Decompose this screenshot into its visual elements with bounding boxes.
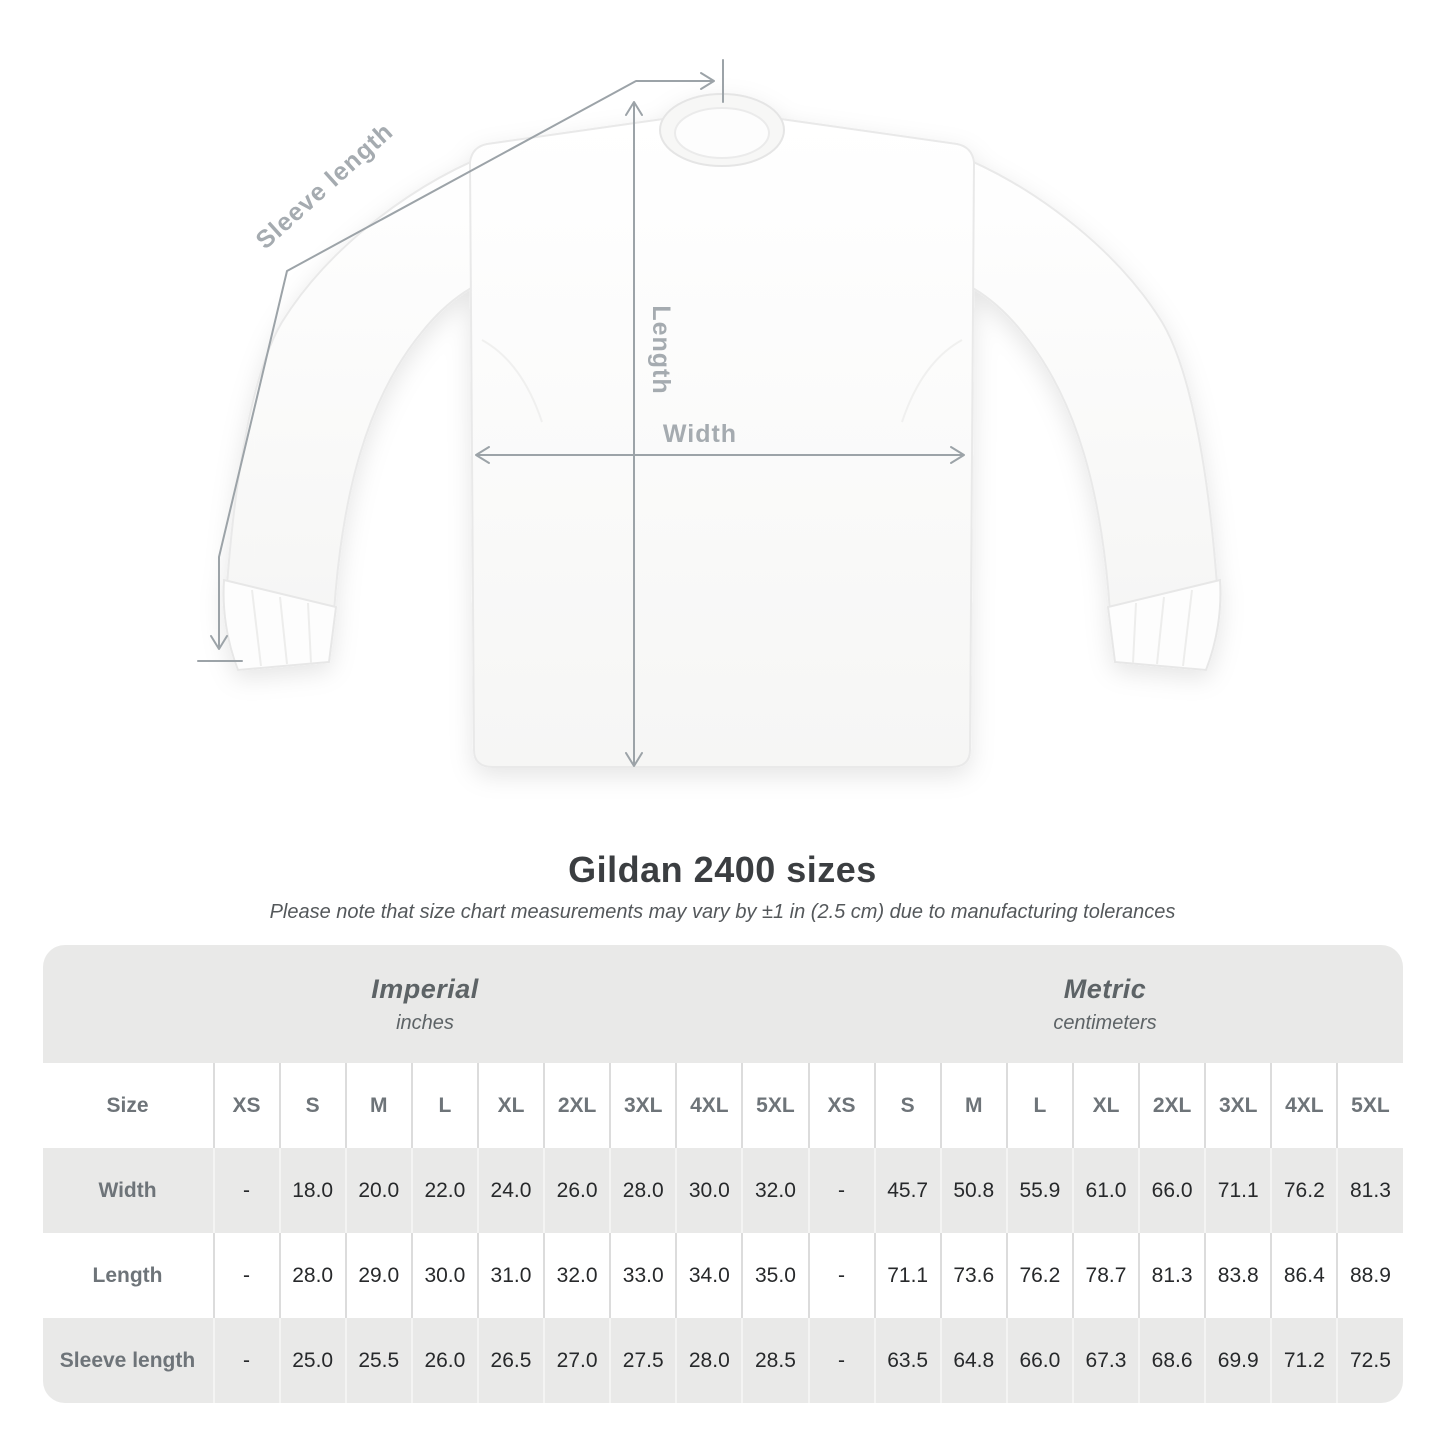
value-cell: 81.3 — [1138, 1233, 1204, 1318]
table-row — [43, 1148, 1403, 1233]
value-cell: 73.6 — [940, 1233, 1006, 1318]
value-cell: 66.0 — [1006, 1318, 1072, 1403]
width-label: Width — [662, 420, 738, 448]
value-cell: 22.0 — [411, 1148, 477, 1233]
value-cell: 68.6 — [1138, 1318, 1204, 1403]
value-cell: 71.1 — [874, 1233, 940, 1318]
size-name-cell: XS — [808, 1063, 874, 1148]
length-label: Length — [647, 305, 675, 395]
size-name-cell: 2XL — [1138, 1063, 1204, 1148]
row-label-cell: Width — [98, 1178, 157, 1202]
value-cell: 26.0 — [543, 1148, 609, 1233]
value-cell: 25.5 — [345, 1318, 411, 1403]
value-cell: 71.1 — [1204, 1148, 1270, 1233]
imperial-unit-header — [43, 945, 808, 1063]
size-name-cell: S — [874, 1063, 940, 1148]
value-cell: 28.0 — [279, 1233, 345, 1318]
size-name-cell: XL — [1072, 1063, 1138, 1148]
size-name-cell: 2XL — [543, 1063, 609, 1148]
value-cell: 69.9 — [1204, 1318, 1270, 1403]
value-cell: - — [808, 1233, 874, 1318]
imperial-subtitle: inches — [396, 1011, 454, 1034]
value-cell: 34.0 — [675, 1233, 741, 1318]
value-cell: 20.0 — [345, 1148, 411, 1233]
size-name-cell: L — [1006, 1063, 1072, 1148]
size-header-cell: Size — [106, 1093, 149, 1117]
value-cell: 29.0 — [345, 1233, 411, 1318]
tolerance-note: Please note that size chart measurements may vary by ±1 in (2.5 cm) due to manufacturing tolerances — [269, 901, 1176, 923]
size-name-cell: 5XL — [1336, 1063, 1402, 1148]
row-label-cell: Length — [92, 1263, 163, 1287]
value-cell: 33.0 — [609, 1233, 675, 1318]
metric-subtitle: centimeters — [1053, 1011, 1157, 1034]
value-cell: 66.0 — [1138, 1148, 1204, 1233]
value-cell: 50.8 — [940, 1148, 1006, 1233]
size-name-cell: M — [940, 1063, 1006, 1148]
value-cell: 88.9 — [1336, 1233, 1402, 1318]
value-cell: 76.2 — [1270, 1148, 1336, 1233]
collar-inner — [675, 108, 769, 158]
size-name-cell: 3XL — [609, 1063, 675, 1148]
value-cell: 26.5 — [477, 1318, 543, 1403]
value-cell: - — [808, 1318, 874, 1403]
size-chart — [43, 945, 1403, 1403]
value-cell: 28.0 — [609, 1148, 675, 1233]
value-cell: 27.5 — [609, 1318, 675, 1403]
right-sleeve — [939, 148, 1217, 612]
value-cell: 45.7 — [874, 1148, 940, 1233]
metric-unit-header — [808, 945, 1403, 1063]
row-label-cell: Sleeve length — [59, 1348, 196, 1372]
metric-title: Metric — [1063, 973, 1147, 1004]
value-cell: 72.5 — [1336, 1318, 1402, 1403]
value-cell: 67.3 — [1072, 1318, 1138, 1403]
value-cell: - — [213, 1233, 279, 1318]
value-cell: 78.7 — [1072, 1233, 1138, 1318]
value-cell: 30.0 — [675, 1148, 741, 1233]
table-heading — [0, 849, 1445, 924]
value-cell: 26.0 — [411, 1318, 477, 1403]
value-cell: 63.5 — [874, 1318, 940, 1403]
value-cell: 35.0 — [741, 1233, 807, 1318]
value-cell: - — [213, 1318, 279, 1403]
imperial-title: Imperial — [371, 973, 479, 1004]
sleeve-length-label: Sleeve length — [250, 117, 399, 255]
value-cell: 31.0 — [477, 1233, 543, 1318]
value-cell: - — [213, 1148, 279, 1233]
size-header-row — [43, 1063, 1403, 1148]
value-cell: 28.5 — [741, 1318, 807, 1403]
size-name-cell: M — [345, 1063, 411, 1148]
size-name-cell: 5XL — [741, 1063, 807, 1148]
table-row — [43, 1318, 1403, 1403]
value-cell: 28.0 — [675, 1318, 741, 1403]
value-cell: 24.0 — [477, 1148, 543, 1233]
value-cell: 81.3 — [1336, 1148, 1402, 1233]
value-cell: 18.0 — [279, 1148, 345, 1233]
unit-band — [43, 945, 1403, 1063]
size-name-cell: S — [279, 1063, 345, 1148]
size-name-cell: XL — [477, 1063, 543, 1148]
size-name-cell: 3XL — [1204, 1063, 1270, 1148]
size-name-cell: XS — [213, 1063, 279, 1148]
table-row — [43, 1233, 1403, 1318]
value-cell: 71.2 — [1270, 1318, 1336, 1403]
value-cell: 61.0 — [1072, 1148, 1138, 1233]
value-cell: 25.0 — [279, 1318, 345, 1403]
value-cell: 32.0 — [741, 1148, 807, 1233]
size-name-cell: L — [411, 1063, 477, 1148]
value-cell: 30.0 — [411, 1233, 477, 1318]
size-table-grid — [43, 1063, 1403, 1403]
value-cell: 83.8 — [1204, 1233, 1270, 1318]
value-cell: 76.2 — [1006, 1233, 1072, 1318]
value-cell: - — [808, 1148, 874, 1233]
value-cell: 27.0 — [543, 1318, 609, 1403]
value-cell: 55.9 — [1006, 1148, 1072, 1233]
page-title: Gildan 2400 sizes — [568, 849, 877, 890]
size-name-cell: 4XL — [675, 1063, 741, 1148]
value-cell: 32.0 — [543, 1233, 609, 1318]
value-cell: 86.4 — [1270, 1233, 1336, 1318]
value-cell: 64.8 — [940, 1318, 1006, 1403]
size-name-cell: 4XL — [1270, 1063, 1336, 1148]
